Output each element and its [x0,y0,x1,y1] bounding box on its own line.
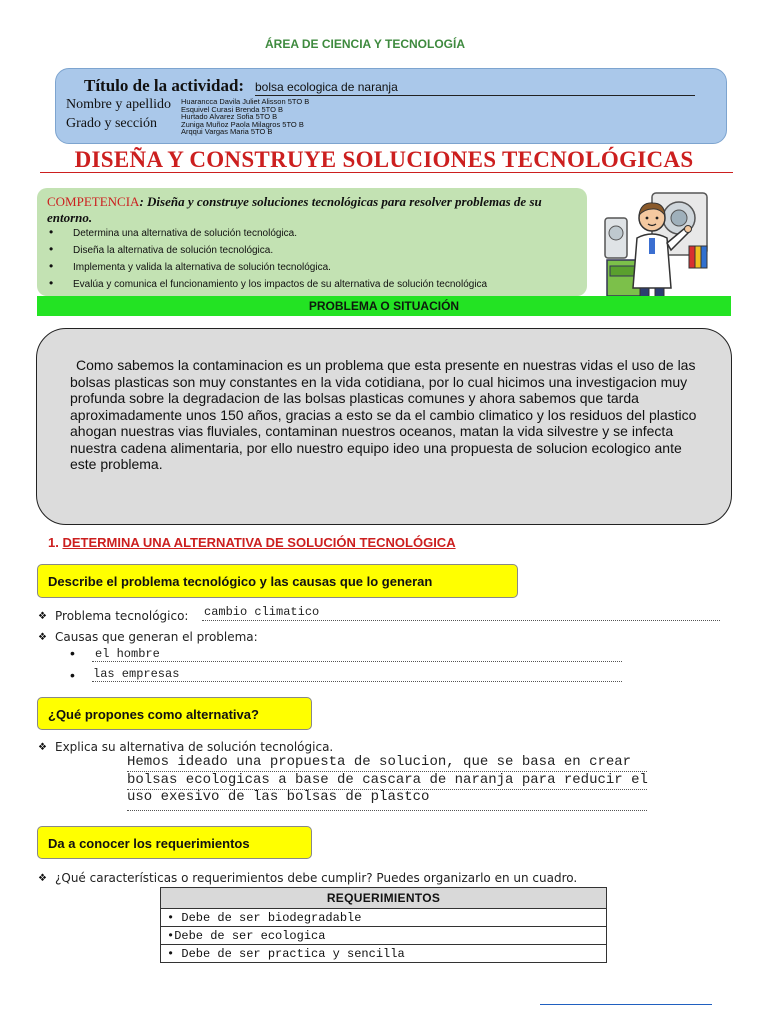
propones-box: ¿Qué propones como alternativa? [37,697,312,730]
table-row [161,945,607,963]
answer-dotted-line [127,771,647,772]
answer-dotted-line [92,681,622,682]
competencia-list [48,227,588,295]
answer-dotted-line [202,620,720,621]
caracteristicas-label: ¿Qué características o requerimientos debe cumplir? Puedes organizarlo en un cuadro. [55,871,578,885]
requerimientos-table [160,887,607,963]
explica-label: Explica su alternativa de solución tecnológica. [55,740,334,754]
scientist-illustration [597,188,717,300]
student-name: Esquivel Curasi Brenda 5TO B [181,104,283,114]
explica-answer-line: bolsas ecologicas a base de cascara de naranja para reducir el [127,772,648,788]
competencia-text: COMPETENCIA: Diseña y construye soluciones tecnológicas para resolver problemas de su entorno. [47,194,542,225]
requerimiento-text: Debe de ser biodegradable [181,910,362,925]
section-1-title: DETERMINA UNA ALTERNATIVA DE SOLUCIÓN TECNOLÓGICA [62,535,456,550]
titulo-value: bolsa ecologica de naranja [255,80,695,96]
requerimiento-text: Debe de ser practica y sencilla [181,946,405,961]
table-header-row [161,888,607,909]
titulo-label: Título de la actividad: [84,76,245,95]
answer-dotted-line [127,789,647,790]
problema-text: Como sabemos la contaminacion es un problema que esta presente en nuestras vidas el uso de las bolsas plasticas son muy constantes en la vida cotidiana, por lo cual hicimos una investigacion muy profunda sobre la degradacion de las bolsas plasticas comunes y ahora sabemos que tarda aproximadamente unos 150 años, gracias a esto se da el cambio climatico y los residuos del plastico ahogan nuestras vias fluviales, contaminan nuestros oceanos, matan la vida silvestre y se infecta nuestra cadena alimentaria, por ello nuestro equipo ideo una propuesta de solucion ecologico ante este problema. [70,357,697,472]
competencia-item: • Implementa y valida la alternativa de solución tecnológica. [48,261,588,278]
requerimiento-text: Debe de ser ecologica [174,928,326,943]
student-name: Zuniga Muñoz Paola Milagros 5TO B [181,119,304,129]
problema-tec-answer: cambio climatico [204,605,320,619]
section-1-heading [48,535,456,550]
competencia-label: COMPETENCIA [47,194,140,209]
nombre-label: Nombre y apellido [66,97,171,112]
diamond-bullet-icon: ❖ [38,611,47,622]
grado-label: Grado y sección [66,116,157,131]
problema-bar-title: PROBLEMA O SITUACIÓN [308,299,460,313]
bullet-icon: • [70,667,75,683]
explica-answer-line: Hemos ideado una propuesta de solucion, que se basa en crear [127,754,632,770]
table-row [161,927,607,945]
causas-label: Causas que generan el problema: [55,630,258,644]
explica-answer-line: uso exesivo de las bolsas de plastco [127,789,430,805]
student-name: Huarancca Davila Juliet Alisson 5TO B [181,97,310,106]
answer-dotted-line [127,810,647,811]
competencia-item: • Determina una alternativa de solución tecnológica. [48,227,588,244]
competencia-item: • Diseña la alternativa de solución tecnológica. [48,244,588,261]
table-cell: • Debe de ser biodegradable [161,909,607,927]
table-cell: •Debe de ser ecologica [161,927,607,945]
causa-item: las empresas [93,667,180,681]
table-row [161,909,607,927]
footer-link-line [540,1004,712,1005]
bullet-icon: • [70,645,75,661]
table-header: REQUERIMIENTOS [161,888,607,909]
student-name: Arqqui Vargas Maria 5TO B [181,127,273,137]
diamond-bullet-icon: ❖ [38,742,47,753]
area-title: ÁREA DE CIENCIA Y TECNOLOGÍA [264,37,466,51]
causa-item: el hombre [95,647,160,661]
competencia-item: • Evalúa y comunica el funcionamiento y los impactos de su alternativa de solución tecnológica [48,278,588,295]
diamond-bullet-icon: ❖ [38,873,47,884]
requerimientos-box: Da a conocer los requerimientos [37,826,312,859]
main-title: DISEÑA Y CONSTRUYE SOLUCIONES TECNOLÓGICAS [74,147,694,172]
student-name: Hurtado Alvarez Sofia 5TO B [181,112,278,122]
answer-dotted-line [92,661,622,662]
section-1-number: 1. [48,535,59,550]
competencia-description: Diseña y construye soluciones tecnológicas para resolver problemas de su entorno [47,194,542,225]
title-underline [40,172,733,173]
problema-tec-label: Problema tecnológico: [55,609,189,623]
student-names [181,98,309,136]
table-cell: • Debe de ser practica y sencilla [161,945,607,963]
describe-problem-box: Describe el problema tecnológico y las causas que lo generan [37,564,518,598]
diamond-bullet-icon: ❖ [38,632,47,643]
